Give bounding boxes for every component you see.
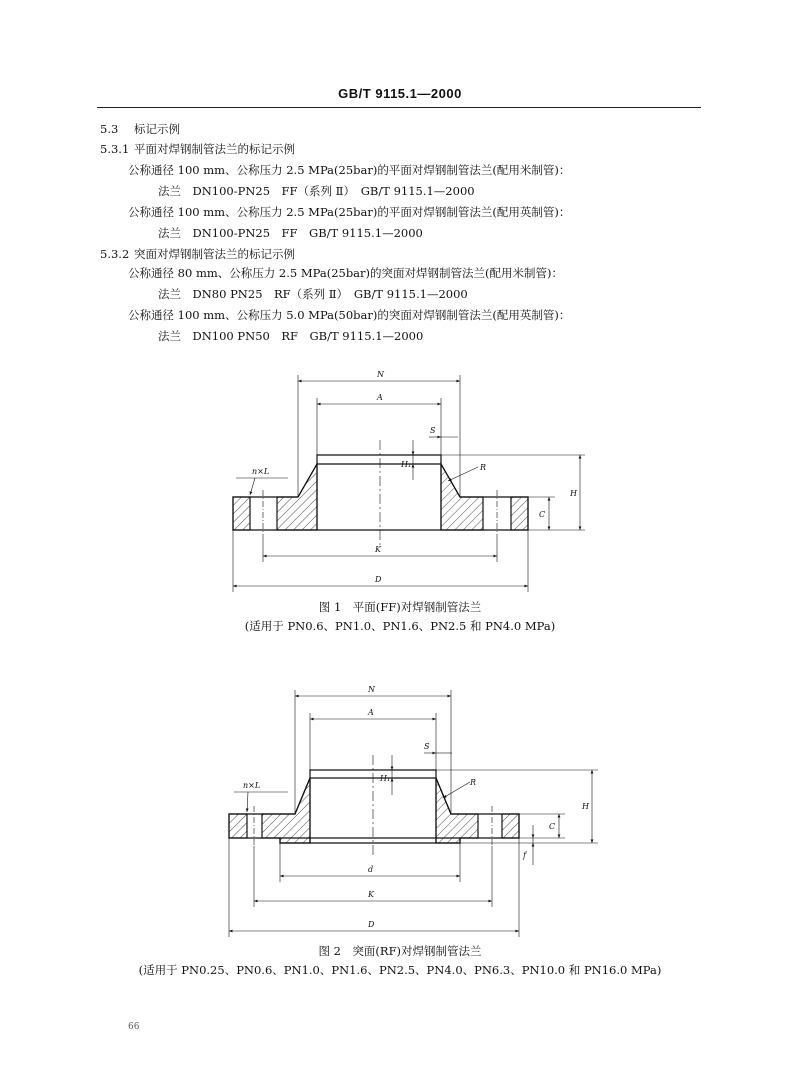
dim-label-H1: H₁	[380, 774, 391, 783]
dim-label-K: K	[368, 890, 374, 899]
example-marking: 法兰 DN100-PN25 FF（系列 Ⅱ） GB/T 9115.1—2000	[158, 184, 475, 198]
section-title: 平面对焊钢制管法兰的标记示例	[134, 142, 295, 156]
dim-label-K: K	[375, 545, 381, 554]
standard-header: GB/T 9115.1—2000	[338, 86, 462, 101]
example-description: 公称通径 100 mm、公称压力 2.5 MPa(25bar)的平面对焊钢制管法兰(配用英制管)：	[128, 205, 571, 219]
figure-2-caption: 图 2 突面(RF)对焊钢制管法兰	[318, 944, 482, 958]
dim-label-H: H	[582, 802, 589, 811]
dim-label-R: R	[470, 778, 477, 787]
dim-label-nxL: n×L	[252, 467, 270, 476]
figure-1-subcaption: (适用于 PN0.6、PN1.0、PN1.6、PN2.5 和 PN4.0 MPa)	[244, 619, 556, 633]
example-description: 公称通径 100 mm、公称压力 5.0 MPa(50bar)的突面对焊钢制管法兰(配用英制管)：	[128, 308, 571, 322]
dim-label-f: f	[523, 851, 526, 860]
dim-label-A: A	[377, 393, 383, 402]
dim-label-S: S	[424, 742, 430, 751]
example-description: 公称通径 100 mm、公称压力 2.5 MPa(25bar)的平面对焊钢制管法兰(配用米制管)：	[128, 163, 571, 177]
section-title: 标记示例	[134, 122, 180, 136]
example-description: 公称通径 80 mm、公称压力 2.5 MPa(25bar)的突面对焊钢制管法兰(配用米制管)：	[128, 266, 563, 280]
dim-label-S: S	[430, 426, 436, 435]
dim-label-N: N	[368, 685, 375, 694]
dim-label-d: d	[368, 865, 374, 874]
dim-label-C: C	[549, 822, 556, 831]
dim-label-C: C	[539, 510, 546, 519]
section-title: 突面对焊钢制管法兰的标记示例	[134, 247, 295, 261]
figure-1-caption: 图 1 平面(FF)对焊钢制管法兰	[318, 600, 482, 614]
dim-label-R: R	[480, 463, 487, 472]
header-rule	[97, 107, 701, 108]
dim-label-N: N	[377, 370, 384, 379]
section-5-3-1-heading	[100, 142, 295, 156]
dim-label-A: A	[368, 708, 374, 717]
dim-label-D: D	[368, 920, 375, 929]
section-number: 5.3.1	[100, 142, 130, 156]
dim-label-H1: H₁	[401, 460, 412, 469]
page-number: 66	[128, 1022, 140, 1032]
example-marking: 法兰 DN80 PN25 RF（系列 Ⅱ） GB/T 9115.1—2000	[158, 287, 468, 301]
figure-2-subcaption: (适用于 PN0.25、PN0.6、PN1.0、PN1.6、PN2.5、PN4.0、PN6.3、PN10.0 和 PN16.0 MPa)	[138, 963, 662, 977]
section-5-3-2-heading	[100, 247, 295, 261]
figure-2-flange-drawing	[0, 675, 800, 945]
figure-1-flange-drawing	[0, 360, 800, 600]
dim-label-nxL: n×L	[243, 781, 261, 790]
dim-label-H: H	[570, 489, 577, 498]
section-number: 5.3.2	[100, 247, 130, 261]
section-5-3-heading	[100, 122, 180, 136]
example-marking: 法兰 DN100-PN25 FF GB/T 9115.1—2000	[158, 226, 423, 240]
section-number: 5.3	[100, 122, 119, 136]
example-marking: 法兰 DN100 PN50 RF GB/T 9115.1—2000	[158, 329, 424, 343]
dim-label-D: D	[375, 575, 382, 584]
